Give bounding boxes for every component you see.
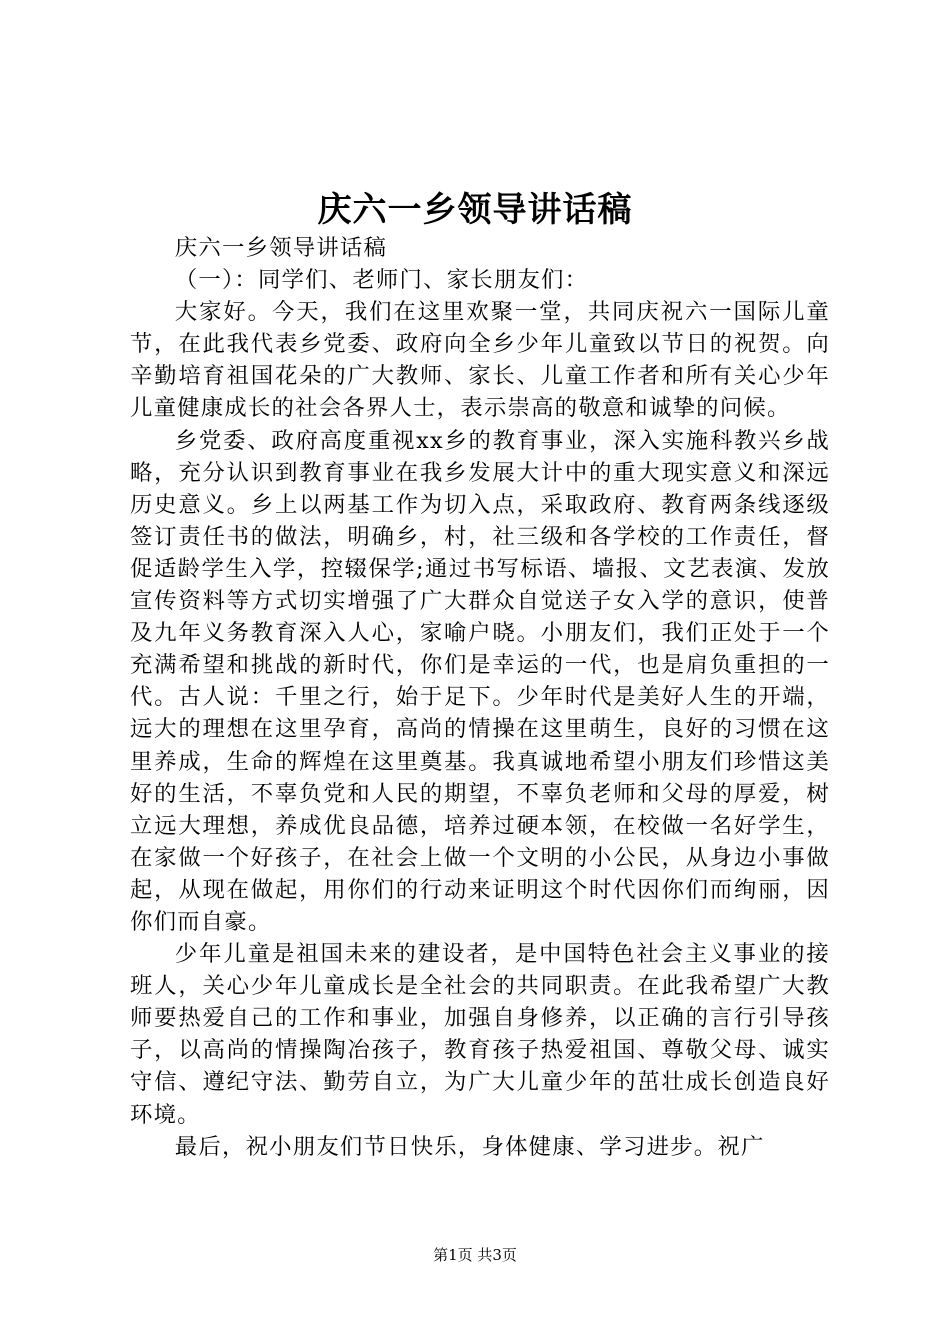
body-paragraph: （一）：同学们、老师门、家长朋友们： [174,267,589,294]
body-paragraph: 乡党委、政府高度重视xx乡的教育事业，深入实施科教兴乡战略，充分认识到教育事业在我乡发展大计中的重大现实意义和深远历史意义。乡上以两基工作为切入点，采取政府、教育两条线逐级签订责任书的做法，明确乡，村，社三级和各学校的工作责任，督促适龄学生入学，控辍保学;通过书写标语、墙报、文艺表演、发放宣传资料等方式切实增强了广大群众自觉送子女入学的意识，使普及九年义务教育深入人心，家喻户晓。小朋友们，我们正处于一个充满希望和挑战的新时代，你们是幸运的一代，也是肩负重担的一代。古人说：千里之行，始于足下。少年时代是美好人生的开端，远大的理想在这里孕育，高尚的情操在这里萌生，良好的习惯在这里养成，生命的辉煌在这里奠基。我真诚地希望小朋友们珍惜这美好的生活，不辜负党和人民的期望，不辜负老师和父母的厚爱，树立远大理想，养成优良品德，培养过硬本领，在校做一名好学生，在家做一个好孩子，在社会上做一个文明的小公民，从身边小事做起，从现在做起，用你们的行动来证明这个时代因你们而绚丽，因你们而自豪。 [130,427,830,935]
page-footer: 第1页 共3页 [433,1246,517,1264]
document-title: 庆六一乡领导讲话稿 [317,190,633,230]
body-paragraph: 庆六一乡领导讲话稿 [174,235,388,261]
body-paragraph: 最后，祝小朋友们节日快乐，身体健康、学习进步。祝广 [174,1133,765,1160]
body-paragraph: 大家好。今天，我们在这里欢聚一堂，共同庆祝六一国际儿童节，在此我代表乡党委、政府向全乡少年儿童致以节日的祝贺。向辛勤培育祖国花朵的广大教师、家长、儿童工作者和所有关心少年儿童健康成长的社会各界人士，表示崇高的敬意和诚挚的问候。 [130,299,830,422]
document-body [130,232,830,1163]
body-paragraph: 少年儿童是祖国未来的建设者，是中国特色社会主义事业的接班人，关心少年儿童成长是全社会的共同职责。在此我希望广大教师要热爱自己的工作和事业，加强自身修养，以正确的言行引导孩子，以高尚的情操陶冶孩子，教育孩子热爱祖国、尊敬父母、诚实守信、遵纪守法、勤劳自立，为广大儿童少年的茁壮成长创造良好环境。 [130,941,830,1128]
